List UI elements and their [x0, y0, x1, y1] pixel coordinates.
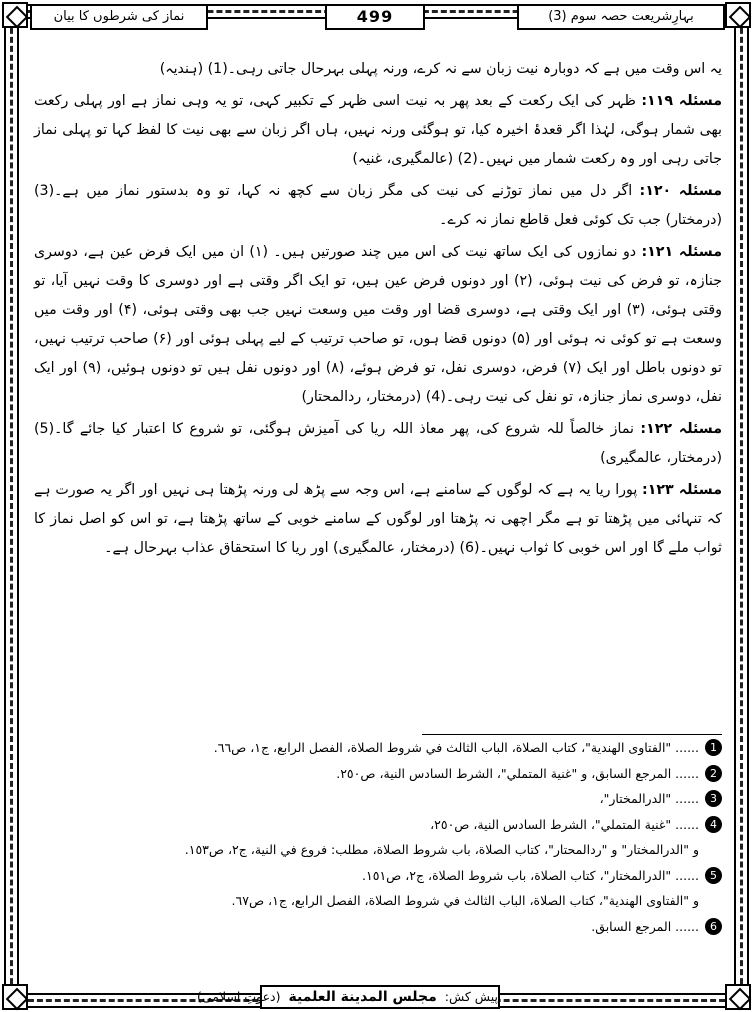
- footnote-text: ...... "الدرالمختار"،: [599, 791, 699, 806]
- footnote-text: ...... المرجع السابق.: [591, 918, 699, 934]
- corner-ornament-top-right: [725, 2, 751, 28]
- footnote-number: 5: [705, 867, 722, 884]
- page-number: 499: [325, 4, 425, 30]
- footnote-text: ...... "غنية المتملي"، الشرط السادس النية، ص٢٥٠،: [430, 816, 699, 832]
- masala-label: مسئلہ ۱۲۰:: [639, 183, 722, 199]
- corner-ornament-bottom-right: [725, 984, 751, 1010]
- footnote-text: و "الدرالمختار" و "ردالمحتار"، كتاب الصلاة، باب شروط الصلاة، مطلب: فروع في النية، ج٢، ص١٥٣.: [184, 842, 699, 857]
- footnote-text: ...... "الفتاوى الهندية"، كتاب الصلاة، الباب الثالث في شروط الصلاة، الفصل الرابع، ج١، ص٦٦.: [213, 740, 699, 755]
- paragraph-masala-122: [34, 415, 722, 473]
- footnote-6: [34, 914, 722, 940]
- chapter-title: نماز کی شرطوں کا بیان: [30, 4, 208, 30]
- footnote-2: [34, 761, 722, 787]
- footnote-4-continued: [34, 837, 722, 863]
- footnote-number: 1: [705, 739, 722, 756]
- masala-label: مسئلہ ۱۲۳:: [642, 482, 722, 498]
- footnote-4: [34, 812, 722, 838]
- paragraph-text: پورا ریا یہ ہے کہ لوگوں کے سامنے ہے، اس وجہ سے پڑھ لی ورنہ پڑھتا ہی نہیں اور اگر یہ صورت ہے کہ تنہائی میں پڑھتا تو ہے مگر اچھی نہ پڑھتا اور لوگوں کے سامنے خوبی کے ساتھ پڑھتا ہے، تو اس کو اصل نماز کا ثواب ملے گا اور اس خوبی کا ثواب نہیں۔(6) (درمختار، عالمگیری) اور ریا کا استحقاق عذاب بہرحال ہے۔: [34, 482, 722, 556]
- paragraph-continuation: [34, 55, 722, 84]
- footnote-number: 4: [705, 816, 722, 833]
- footer-prefix: پیش کش:: [444, 989, 498, 1004]
- book-title: بہارِشریعت حصہ سوم (3): [517, 4, 725, 30]
- masala-label: مسئلہ ۱۲۲:: [640, 421, 722, 437]
- footnote-number: 6: [705, 918, 722, 935]
- footnote-text: ...... "الدرالمختار"، كتاب الصلاة، باب شروط الصلاة، ج٢، ص١٥١.: [362, 867, 699, 883]
- footer-suffix: (دعوتِ اسلامی): [197, 989, 281, 1004]
- paragraph-masala-119: [34, 87, 722, 174]
- corner-ornament-bottom-left: [2, 984, 28, 1010]
- publisher-name: مجلس المدينة العلمية: [288, 989, 437, 1005]
- corner-ornament-top-left: [2, 2, 28, 28]
- footnote-1: [34, 735, 722, 761]
- footnotes: [34, 730, 722, 939]
- paragraph-masala-121: [34, 238, 722, 412]
- footnote-5-continued: [34, 888, 722, 914]
- paragraph-text: دو نمازوں کی ایک ساتھ نیت کی اس میں چند صورتیں ہیں۔ (۱) ان میں ایک فرض عین ہے، دوسری جنازہ، تو فرض کی نیت ہوئی، (۲) اور دونوں فرض عین ہیں، تو ایک اگر وقتی ہے اور دوسری کا وقت نہیں آیا، تو وقتی ہوئی، (۳) اور ایک وقتی ہے، دوسری قضا اور وقت میں وسعت نہیں جب بھی وقتی ہوئی، (۴) اور وقت میں وسعت ہے تو کوئی نہ ہوئی اور (۵) دونوں قضا ہوں، تو صاحب ترتیب کے لیے پہلی ہوئی اور (۶) صاحب ترتیب نہیں، تو دونوں باطل اور ایک (۷) فرض، دوسری نفل، تو فرض ہوئے، (۸) اور دونوں نفل ہیں تو دونوں ہوئیں، (۹) اور ایک نفل، دوسری نماز جنازہ، تو نفل کی نیت رہی۔(4) (درمختار، ردالمحتار): [34, 244, 723, 405]
- footnote-number: 2: [705, 765, 722, 782]
- footnote-number: 3: [705, 790, 722, 807]
- masala-label: مسئلہ ۱۱۹:: [641, 93, 722, 109]
- paragraph-text: اگر دل میں نماز توڑنے کی نیت کی مگر زبان سے کچھ نہ کہا، تو وہ بدستور نماز میں ہے۔(3) (درمختار) جب تک کوئی فعل قاطع نماز نہ کرے۔: [34, 183, 722, 228]
- paragraph-text: یہ اس وقت میں ہے کہ دوبارہ نیت زبان سے نہ کرے، ورنہ پہلی بہرحال جاتی رہی۔(1) (ہندیہ): [159, 61, 722, 77]
- footnote-text: ...... المرجع السابق، و "غنية المتملي"، الشرط السادس النية، ص٢٥٠.: [336, 765, 699, 781]
- footnote-5: [34, 863, 722, 889]
- main-text: [34, 55, 722, 566]
- paragraph-masala-120: [34, 177, 722, 235]
- footnote-text: و "الفتاوى الهندية"، كتاب الصلاة، الباب الثالث في شروط الصلاة، الفصل الرابع، ج١، ص٦٧.: [231, 893, 699, 908]
- paragraph-text: ظہر کی ایک رکعت کے بعد پھر بہ نیت اسی ظہر کے تکبیر کہی، تو یہ وہی نماز ہے اور پہلی رکعت بھی شمار ہوگی، لہٰذا اگر قعدۂ اخیرہ کیا، تو ہوگئی ورنہ نہیں، ہاں اگر زبان سے بھی نیت کا لفظ کہا تو پہلی نماز جاتی رہی اور وہ رکعت شمار میں نہیں۔(2) (عالمگیری، غنیہ): [34, 93, 722, 167]
- paragraph-text: نماز خالصاً للہ شروع کی، پھر معاذ اللہ ریا کی آمیزش ہوگئی، تو شروع کا اعتبار کیا جائے گا۔(5) (درمختار، عالمگیری): [34, 421, 722, 466]
- masala-label: مسئلہ ۱۲۱:: [641, 244, 722, 260]
- footnote-3: [34, 786, 722, 812]
- publisher-footer: [197, 985, 500, 1009]
- paragraph-masala-123: [34, 476, 722, 563]
